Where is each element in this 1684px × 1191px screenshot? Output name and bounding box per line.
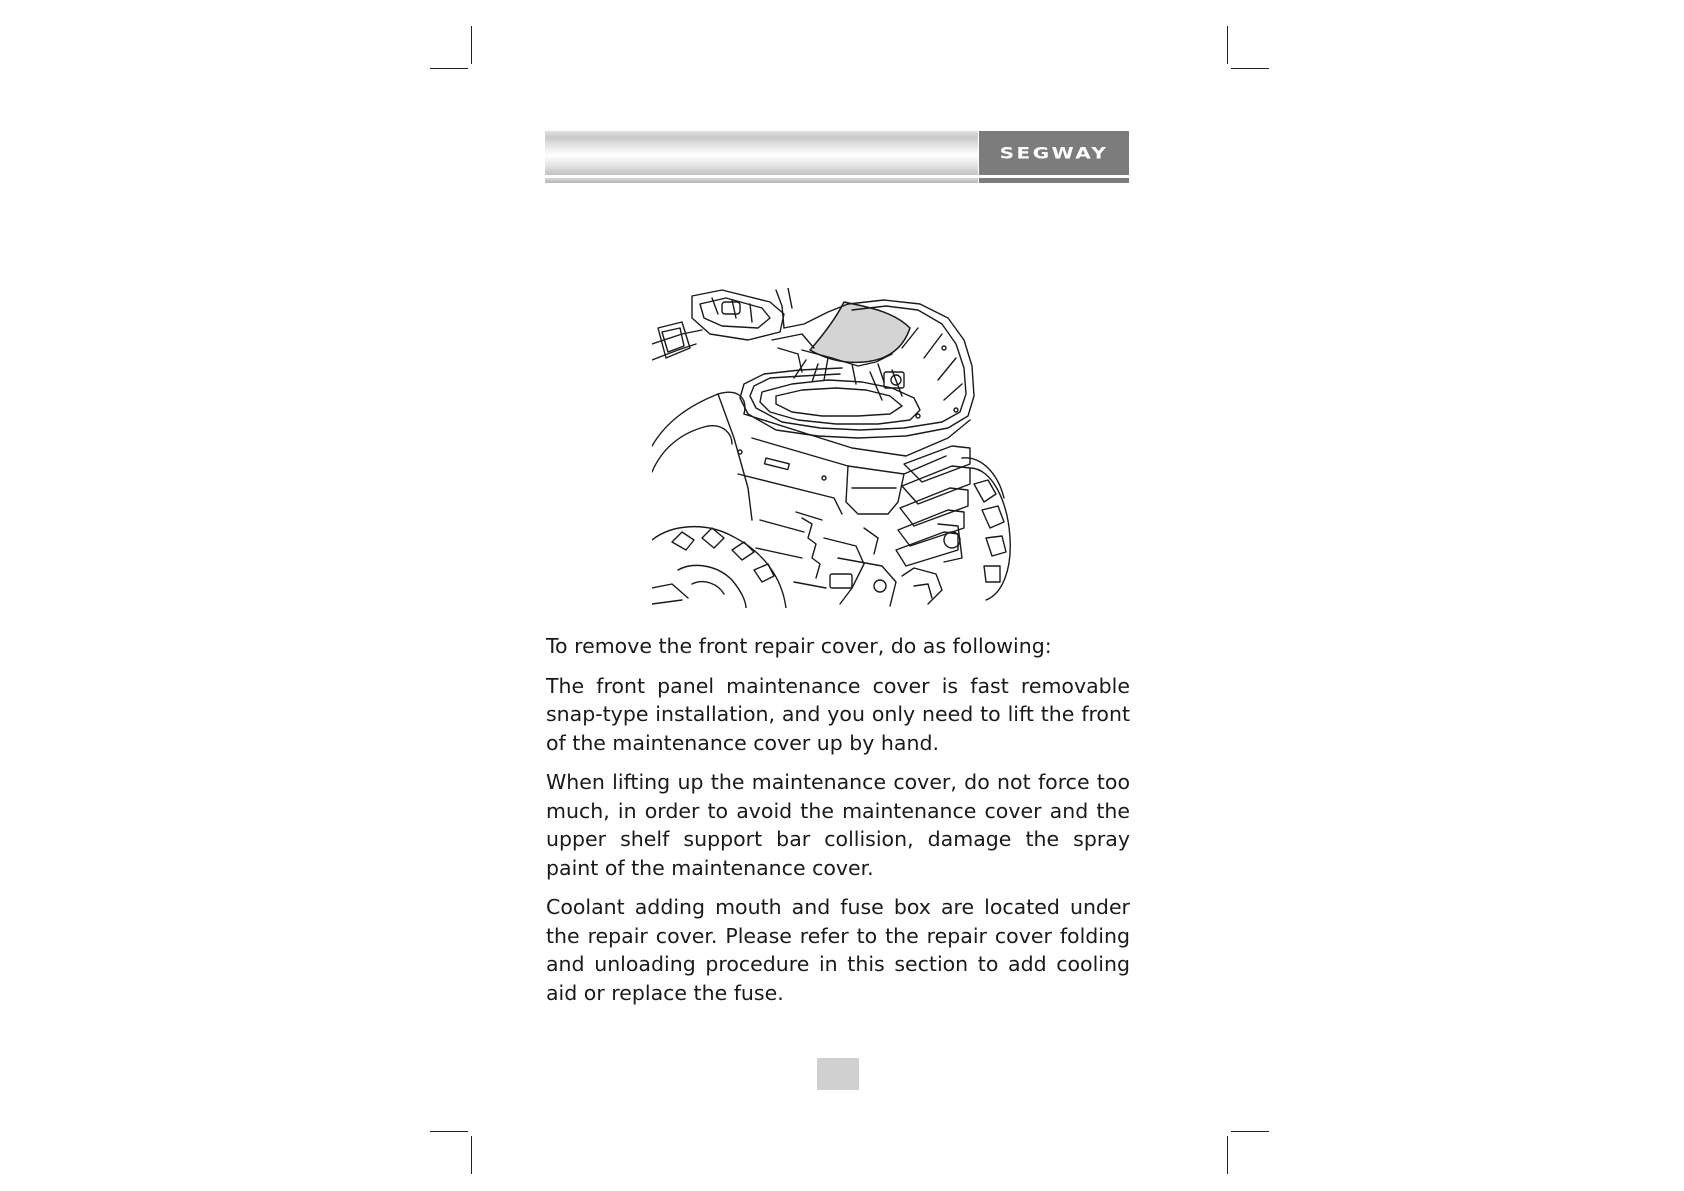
maintenance-cover [810,302,910,362]
crop-mark-bottom-left-horizontal [430,1131,468,1132]
crop-mark-top-left-vertical [471,26,472,64]
front-body [652,392,970,520]
crop-mark-bottom-right-horizontal [1231,1131,1269,1132]
brand-logo [979,131,1129,175]
page-header [545,131,1129,183]
crop-mark-bottom-left-vertical [471,1136,472,1174]
crop-mark-top-left-horizontal [430,68,468,69]
logo-underline [979,178,1129,183]
front-grille [896,446,970,566]
page-content [546,632,1130,1018]
paragraph-caution: When lifting up the maintenance cover, do not force too much, in order to avoid the maintenance cover and the upper shelf support bar collision, damage the spray paint of the maintenance cover. [546,770,1130,880]
crop-mark-top-right-horizontal [1231,68,1269,69]
page-number-marker [817,1058,859,1090]
header-gradient-bar [545,131,978,175]
paragraph-intro: To remove the front repair cover, do as following: [546,634,1052,658]
paragraph-coolant-fuse: Coolant adding mouth and fuse box are located under the repair cover. Please refer to the repair cover folding and unloading procedure in this section to add cooling aid or replace the fuse. [546,895,1130,1005]
crop-mark-bottom-right-vertical [1227,1136,1228,1174]
left-front-tire [652,527,786,608]
crop-mark-top-right-vertical [1227,26,1228,64]
right-front-tire [962,458,1010,600]
atv-front-cover-illustration [652,288,1018,608]
header-underline [545,178,978,183]
brand-logo-text: SEGWAY [999,143,1109,163]
paragraph-snap-type: The front panel maintenance cover is fast removable snap-type installation, and you only need to lift the front of the maintenance cover up by hand. [546,673,1130,755]
